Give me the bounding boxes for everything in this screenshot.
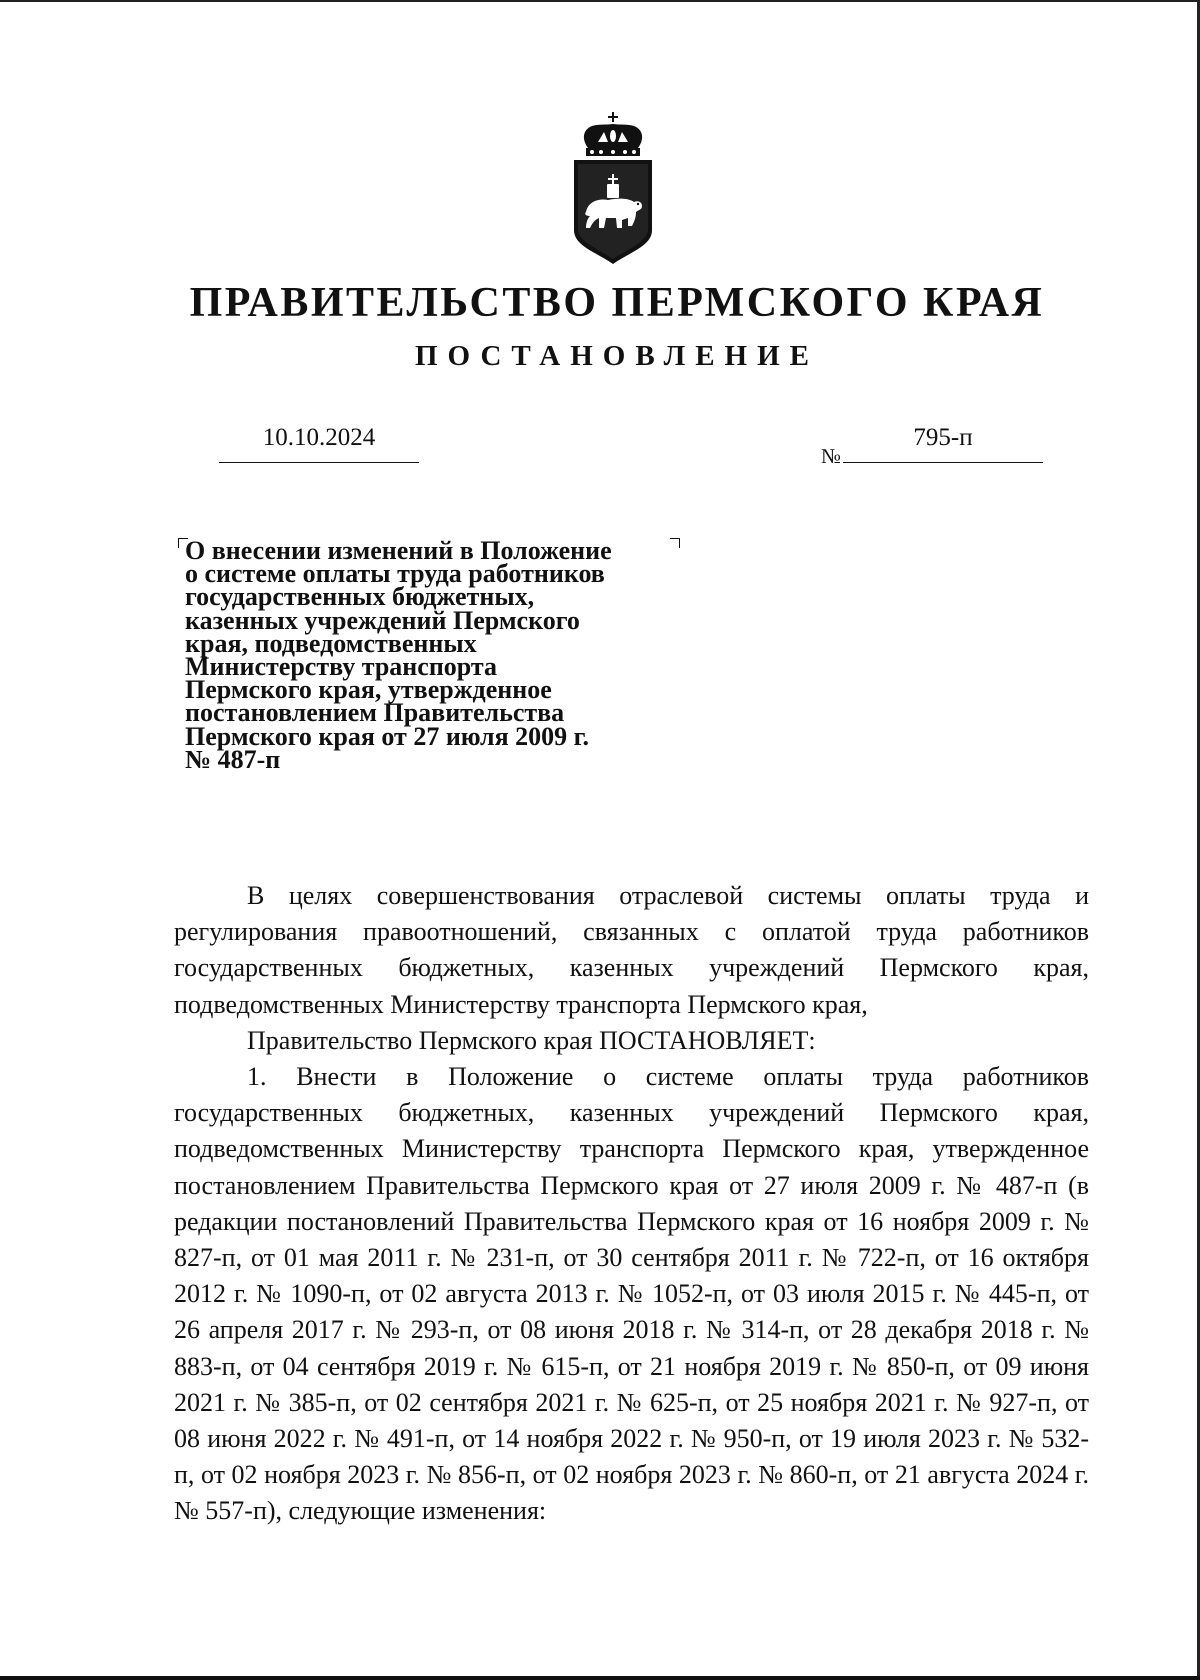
document-number: 795-п	[913, 424, 973, 451]
coat-of-arms-emblem	[568, 112, 658, 264]
subject-line: Министерству транспорта	[185, 652, 498, 682]
subject-line: постановлением Правительства	[185, 698, 565, 728]
government-title: ПРАВИТЕЛЬСТВО ПЕРМСКОГО КРАЯ	[189, 280, 1045, 326]
scan-border-top	[0, 0, 1200, 2]
number-underline	[843, 462, 1043, 463]
date-underline	[219, 462, 419, 463]
subject-line: государственных бюджетных,	[185, 582, 535, 612]
subject-line: О внесении изменений в Положение	[185, 536, 612, 565]
subject-line: казенных учреждений Пермского	[185, 605, 580, 635]
document-subject	[185, 536, 685, 774]
crown-icon	[584, 112, 642, 156]
subject-line: о системе оплаты труда работников	[185, 559, 605, 589]
subject-line: Пермского края, утвержденное	[185, 675, 552, 705]
body-paragraph-resolution: Правительство Пермского края ПОСТАНОВЛЯЕТ:	[247, 1025, 816, 1055]
document-body	[174, 878, 1089, 1530]
body-paragraph-item-1: 1. Внести в Положение о системе оплаты труда работников государственных бюджетных, казенных учреждений Пермского края, подведомственных Министерству транспорта Пермского края, утвержденное постановлением Правительства Пермского края от 27 июля 2009 г. № 487-п (в редакции постановлений Правительства Пермского края от 16 ноября 2009 г. № 827-п, от 01 мая 2011 г. № 231-п, от 30 сентября 2011 г. № 722-п, от 16 октября 2012 г. № 1090-п, от 02 августа 2013 г. № 1052-п, от 03 июля 2015 г. № 445-п, от 26 апреля 2017 г. № 293-п, от 08 июня 2018 г. № 314-п, от 28 декабря 2018 г. № 883-п, от 04 сентября 2019 г. № 615-п, от 21 ноября 2019 г. № 850-п, от 09 июня 2021 г. № 385-п, от 02 сентября 2021 г. № 625-п, от 25 ноября 2021 г. № 927-п, от 08 июня 2022 г. № 491-п, от 14 ноября 2022 г. № 950-п, от 19 июля 2023 г. № 532-п, от 02 ноября 2023 г. № 856-п, от 02 ноября 2023 г. № 860-п, от 21 августа 2024 г. № 557-п), следующие изменения:	[174, 1062, 1089, 1526]
subject-line: № 487-п	[185, 744, 281, 774]
number-label: №	[821, 444, 842, 468]
body-paragraph-preamble: В целях совершенствования отраслевой системы оплаты труда и регулирования правоотношений, связанных с оплатой труда работников государственных бюджетных, казенных учреждений Пермского края, подведомственных Министерству транспорта Пермского края,	[174, 881, 1089, 1019]
subject-line: Пермского края от 27 июля 2009 г.	[185, 721, 590, 751]
document-date: 10.10.2024	[262, 424, 376, 451]
subject-line: края, подведомственных	[185, 628, 477, 658]
document-type: ПОСТАНОВЛЕНИЕ	[414, 340, 819, 372]
scan-border-bottom	[0, 1676, 1200, 1680]
